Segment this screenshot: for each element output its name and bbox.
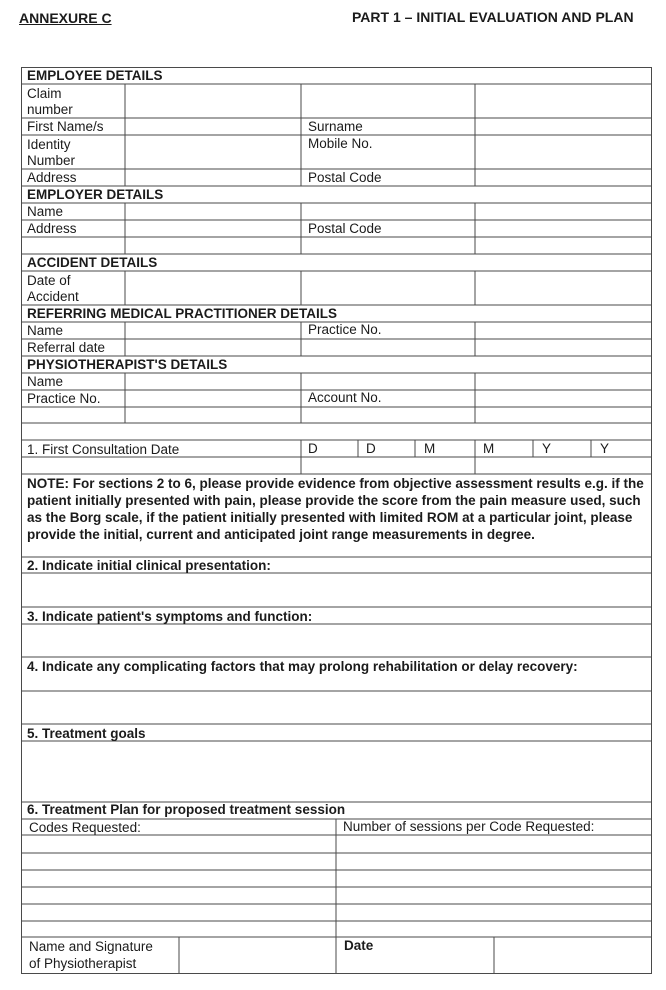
first-consultation-date-label: 1. First Consultation Date [27,442,180,457]
section-5-heading: 5. Treatment goals [27,726,146,741]
section-2-heading: 2. Indicate initial clinical presentation: [27,558,271,573]
identity-label-line2: Number [27,153,76,168]
physio-account-no-label: Account No. [308,390,382,405]
sessions-per-code-label: Number of sessions per Code Requested: [343,819,595,834]
objective-evidence-note: NOTE: For sections 2 to 6, please provide evidence from objective assessment results e.g. if the patient initially presented with pain, please provide the score from the pain measure used, such as the Borg scale, if the patient initially presented with limited ROM at a particular joint, please provide the initial, current and anticipated joint range measurements in degree. [27,476,644,542]
section-3-heading: 3. Indicate patient's symptoms and function: [27,609,313,624]
part-title: PART 1 – INITIAL EVALUATION AND PLAN [352,9,634,25]
annexure-label: ANNEXURE C [19,10,112,26]
accident-date-label-line2: Accident [27,289,79,304]
date-cell-m2: M [483,441,495,456]
first-name-label: First Name/s [27,119,104,134]
referring-practice-no-label: Practice No. [308,322,382,337]
employee-postal-code-label: Postal Code [308,170,382,185]
referring-name-label: Name [27,323,64,338]
accident-date-label-line1: Date of [27,273,71,288]
mobile-label: Mobile No. [308,136,373,151]
accident-details-heading: ACCIDENT DETAILS [27,255,158,270]
signature-label-line1: Name and Signature [29,939,153,954]
date-cell-y1: Y [542,441,552,456]
date-cell-y2: Y [600,441,610,456]
codes-requested-label: Codes Requested: [29,820,141,835]
section-6-heading: 6. Treatment Plan for proposed treatment session [27,802,346,817]
referring-practitioner-heading: REFERRING MEDICAL PRACTITIONER DETAILS [27,306,338,321]
employer-postal-code-label: Postal Code [308,221,382,236]
referral-date-label: Referral date [27,340,106,355]
claim-label-line1: Claim [27,86,62,101]
employer-details-heading: EMPLOYER DETAILS [27,187,164,202]
evaluation-form [21,67,652,974]
physiotherapist-details-heading: PHYSIOTHERAPIST'S DETAILS [27,357,228,372]
date-cell-d2: D [366,441,376,456]
section-4-heading: 4. Indicate any complicating factors that may prolong rehabilitation or delay recovery: [27,659,578,674]
claim-label-line2: number [27,102,73,117]
signature-date-label: Date [344,938,374,953]
employer-name-label: Name [27,204,64,219]
employer-address-label: Address [27,221,77,236]
date-cell-d1: D [308,441,318,456]
date-cell-m1: M [424,441,436,456]
surname-label: Surname [308,119,363,134]
physio-practice-no-label: Practice No. [27,391,101,406]
physio-name-label: Name [27,374,64,389]
identity-label-line1: Identity [27,137,71,152]
employee-address-label: Address [27,170,77,185]
employee-details-heading: EMPLOYEE DETAILS [27,68,163,83]
signature-label-line2: of Physiotherapist [29,956,137,971]
